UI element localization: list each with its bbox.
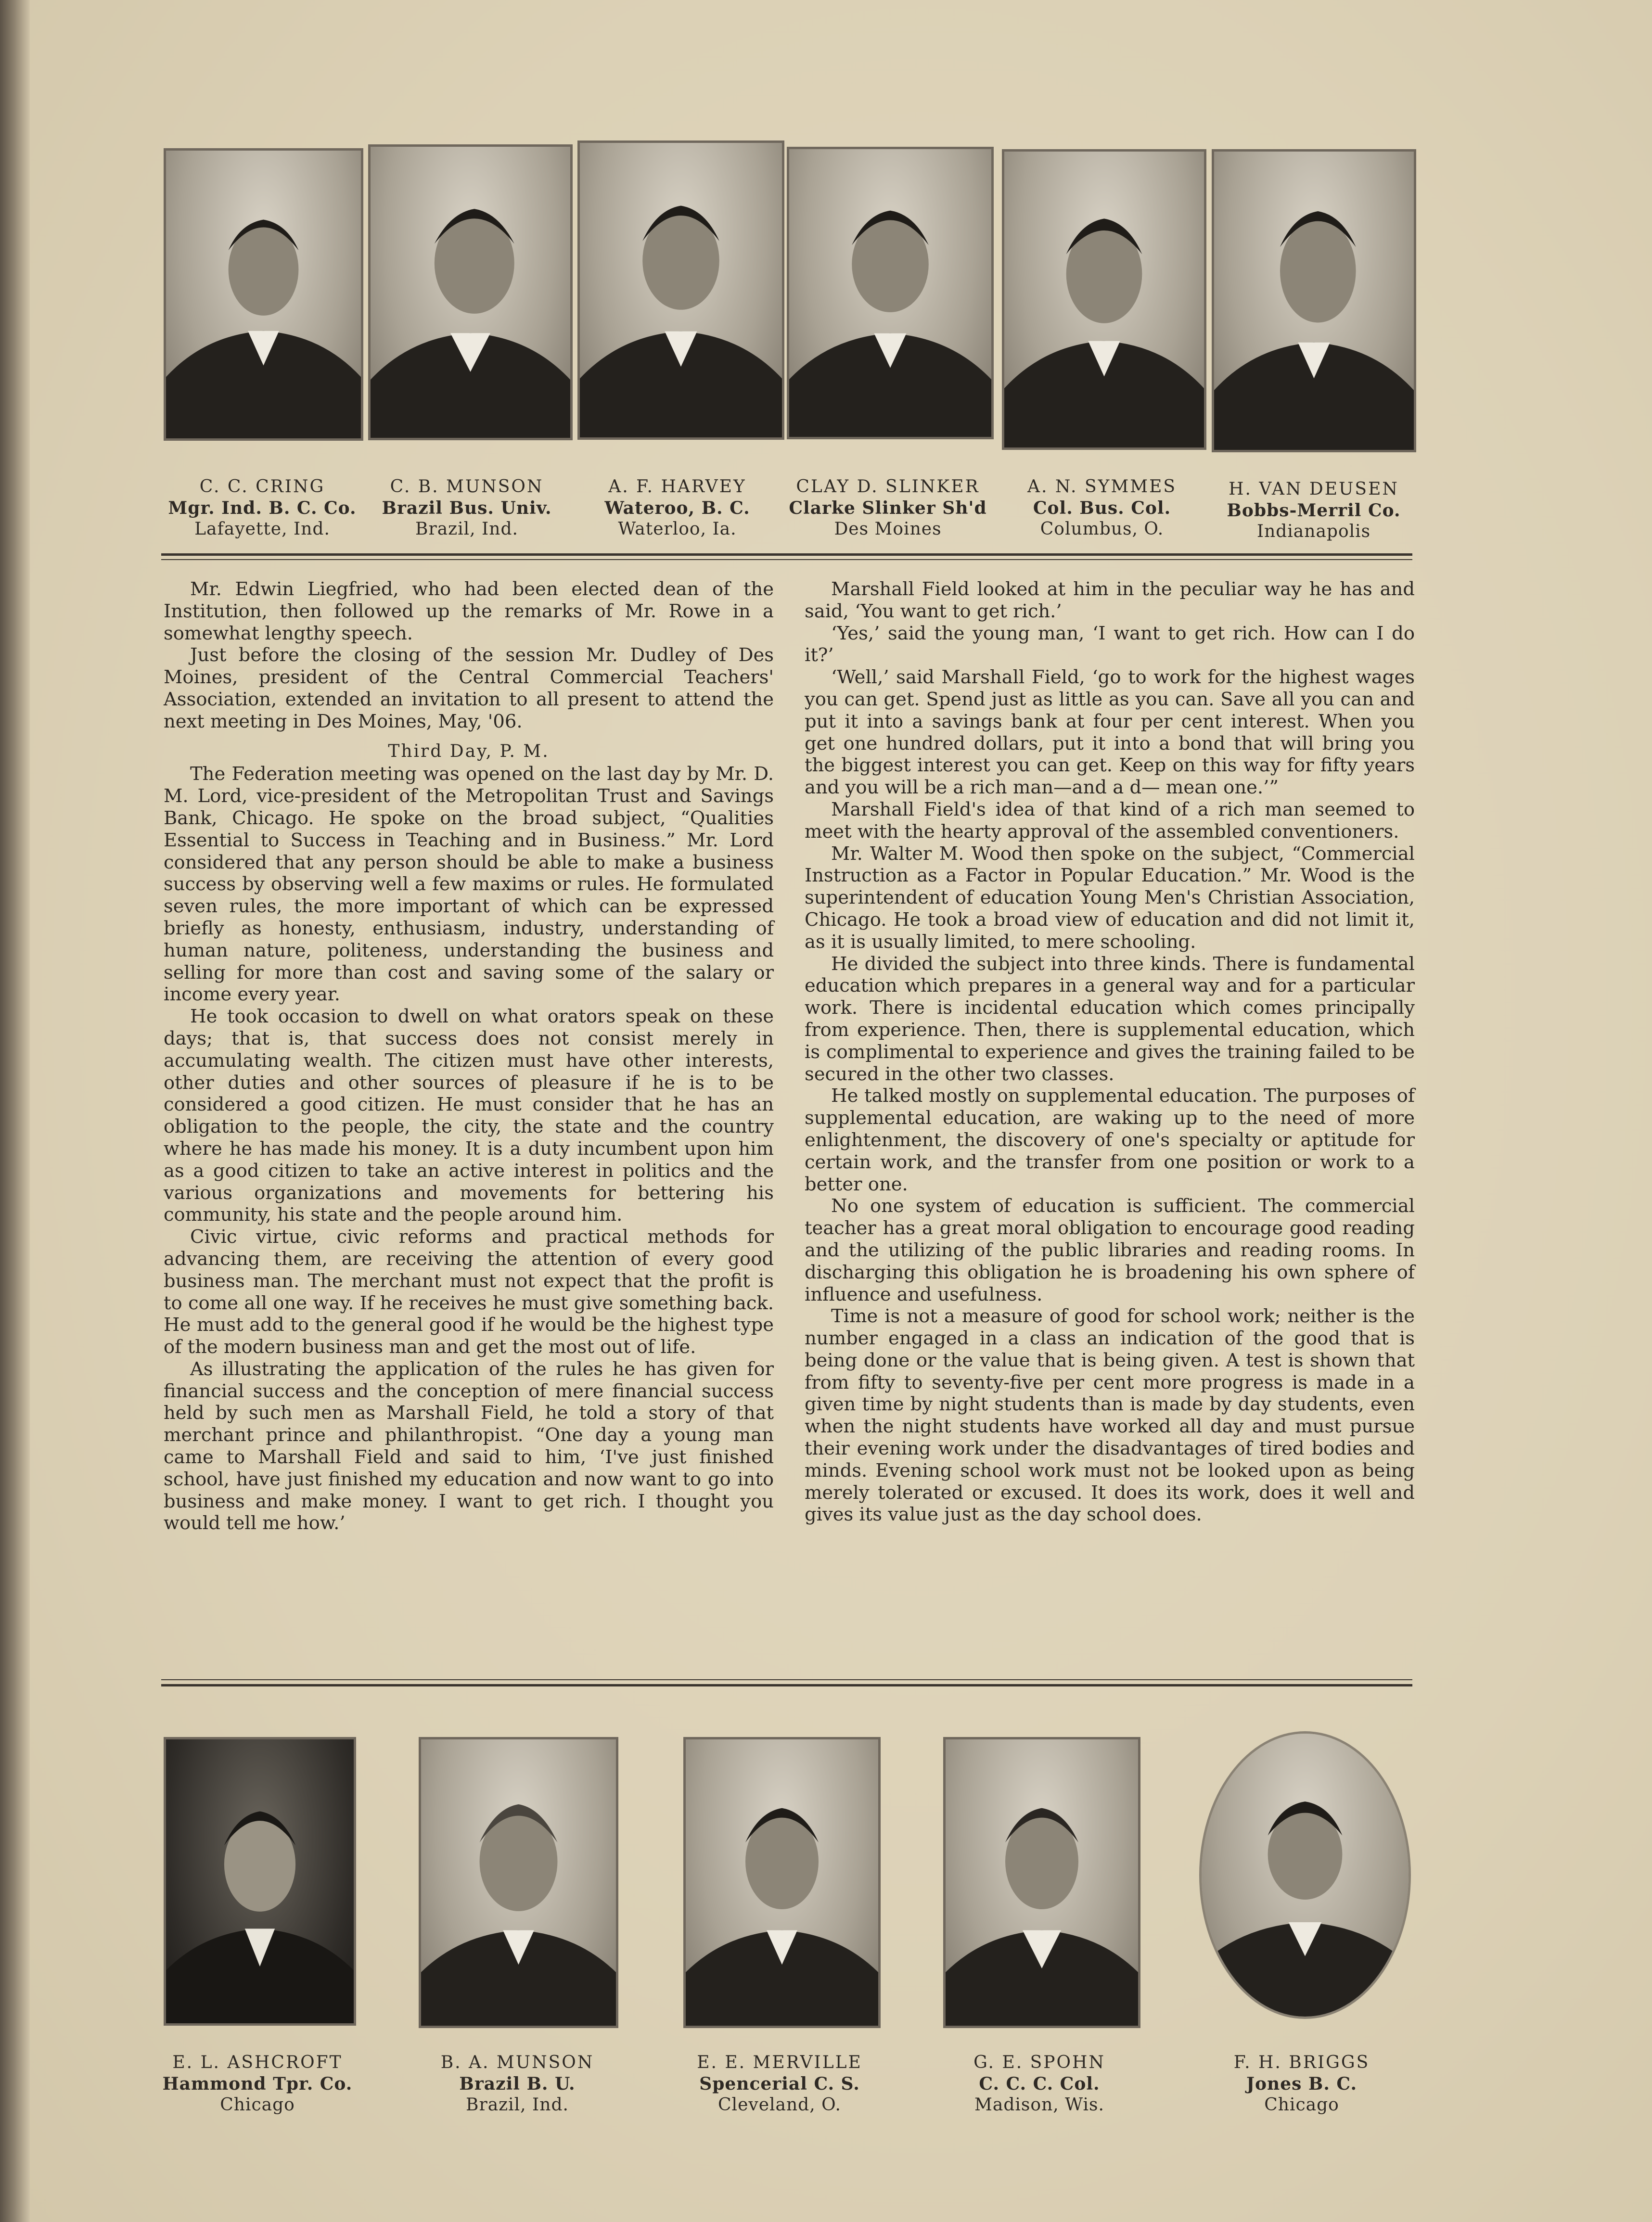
paragraph: ‘Yes,’ said the young man, ‘I want to get rich. How can I do it?’: [805, 622, 1415, 666]
portrait-van-deusen: [1212, 149, 1416, 452]
paragraph: As illustrating the application of the rules he has given for financial success and the conception of mere financial success held by such men as Marshall Field, he told a story of that merchant prince and philanthropist. “One day a young man came to Marshall Field and said to him, ‘I've just finished school, have just finished my education and now want to go into business and make money. I want to get rich. I thought you would tell me how.’: [164, 1358, 774, 1534]
caption-spohn: G. E. SPOHN C. C. C. Col. Madison, Wis.: [973, 2053, 1105, 2115]
right-text-column: [805, 578, 1415, 1526]
portrait-merville: [683, 1737, 881, 2028]
paragraph: He took occasion to dwell on what orators speak on these days; that is, that success does not consist merely in accumulating wealth. The citizen must have other interests, other duties and other sources of pleasure if he is to be considered a good citizen. He must consider that he has an obligation to the people, the city, the state and the country where he has made his money. It is a duty incumbent upon him as a good citizen to take an active interest in politics and the various organizations and movements for bettering his community, his state and the people around him.: [164, 1006, 774, 1226]
paragraph: Just before the closing of the session Mr. Dudley of Des Moines, president of the Central Commercial Teachers' Association, extended an invitation to all present to attend the next meeting in Des Moines, May, '06.: [164, 644, 774, 732]
bottom-divider-rule: [161, 1684, 1412, 1686]
caption-ashcroft: E. L. ASHCROFT Hammond Tpr. Co. Chicago: [162, 2053, 353, 2115]
portrait-c-b-munson: [368, 144, 573, 440]
caption-van-deusen: H. VAN DEUSEN Bobbs-Merril Co. Indianapolis: [1227, 479, 1401, 541]
paragraph: Mr. Walter M. Wood then spoke on the subject, “Commercial Instruction as a Factor in Popular Education.” Mr. Wood is the superintendent of education Young Men's Christian Association, Chicago. He took a broad view of education and did not limit it, as it is usually limited, to mere schooling.: [805, 843, 1415, 953]
caption-c-b-munson: C. B. MUNSON Brazil Bus. Univ. Brazil, Ind.: [382, 477, 552, 539]
portrait-cring: [164, 148, 363, 441]
paragraph: ‘Well,’ said Marshall Field, ‘go to work for the highest wages you can get. Spend just as little as you can. Save all you can and put it into a savings bank at four per cent interest. When you get one hundred dollars, put it into a bond that will bring you the biggest interest you can get. Keep on this way for fifty years and you will be a rich man—and a d— mean one.’”: [805, 666, 1415, 799]
paragraph: He divided the subject into three kinds. There is fundamental education which prepares in a general way and for a particular work. There is incidental education which comes principally from experience. Then, there is supplemental education, which is complimental to experience and gives the training failed to be secured in the other two classes.: [805, 953, 1415, 1085]
top-divider-rule: [161, 553, 1412, 556]
paragraph: He talked mostly on supplemental education. The purposes of supplemental education, are waking up to the need of more enlightenment, the discovery of one's specialty or aptitude for certain work, and the transfer from one position or work to a better one.: [805, 1085, 1415, 1195]
portrait-ashcroft: [164, 1737, 356, 2026]
caption-b-a-munson: B. A. MUNSON Brazil B. U. Brazil, Ind.: [440, 2053, 594, 2115]
portrait-symmes: [1002, 149, 1206, 450]
caption-slinker: CLAY D. SLINKER Clarke Slinker Sh'd Des Moines: [789, 477, 987, 539]
left-text-column: [164, 578, 774, 1534]
paragraph: The Federation meeting was opened on the last day by Mr. D. M. Lord, vice-president of the Metropolitan Trust and Savings Bank, Chicago. He spoke on the broad subject, “Qualities Essential to Success in Teaching and in Business.” Mr. Lord considered that any person should be able to make a business success by observing well a few maxims or rules. He formulated seven rules, the more important of which can be expressed briefly as honesty, enthusiasm, industry, understanding of human nature, politeness, understanding the business and selling for more than cost and saving some of the salary or income every year.: [164, 763, 774, 1006]
caption-harvey: A. F. HARVEY Wateroo, B. C. Waterloo, Ia.: [604, 477, 750, 539]
portrait-briggs: [1199, 1731, 1411, 2019]
section-heading: Third Day, P. M.: [388, 741, 550, 761]
paragraph: Time is not a measure of good for school work; neither is the number engaged in a class an indication of the good that is being done or the value that is being given. A test is shown that from fifty to seventy-five per cent more progress is made in a given time by night students than is made by day students, even when the night students have worked all day and must pursue their evening work under the disadvantages of tired bodies and minds. Evening school work must not be looked upon as being merely tolerated or excused. It does its work, does it well and gives its value just as the day school does.: [805, 1305, 1415, 1526]
paragraph: Marshall Field's idea of that kind of a rich man seemed to meet with the hearty approval of the assembled conventioners.: [805, 798, 1415, 843]
paragraph: No one system of education is sufficient. The commercial teacher has a great moral obligation to encourage good reading and the utilizing of the public libraries and reading rooms. In discharging this obligation he is broadening his own sphere of influence and usefulness.: [805, 1195, 1415, 1305]
caption-merville: E. E. MERVILLE Spencerial C. S. Cleveland, O.: [697, 2053, 862, 2115]
paragraph: Mr. Edwin Liegfried, who had been elected dean of the Institution, then followed up the remarks of Mr. Rowe in a somewhat lengthy speech.: [164, 578, 774, 644]
portrait-spohn: [943, 1737, 1140, 2028]
top-divider-rule-thin: [161, 559, 1412, 560]
caption-briggs: F. H. BRIGGS Jones B. C. Chicago: [1233, 2053, 1370, 2115]
book-binding-edge: [0, 0, 30, 2222]
bottom-divider-rule-thin: [161, 1679, 1412, 1680]
portrait-slinker: [787, 147, 994, 439]
portrait-b-a-munson: [419, 1737, 618, 2028]
paragraph: Marshall Field looked at him in the peculiar way he has and said, ‘You want to get rich.’: [805, 578, 1415, 622]
paragraph: Civic virtue, civic reforms and practical methods for advancing them, are receiving the attention of every good business man. The merchant must not expect that the profit is to come all one way. If he receives he must give something back. He must add to the general good if he would be the highest type of the modern business man and get the most out of life.: [164, 1226, 774, 1358]
caption-symmes: A. N. SYMMES Col. Bus. Col. Columbus, O.: [1027, 477, 1177, 539]
portrait-harvey: [577, 140, 784, 440]
caption-cring: C. C. CRING Mgr. Ind. B. C. Co. Lafayette, Ind.: [168, 477, 357, 539]
